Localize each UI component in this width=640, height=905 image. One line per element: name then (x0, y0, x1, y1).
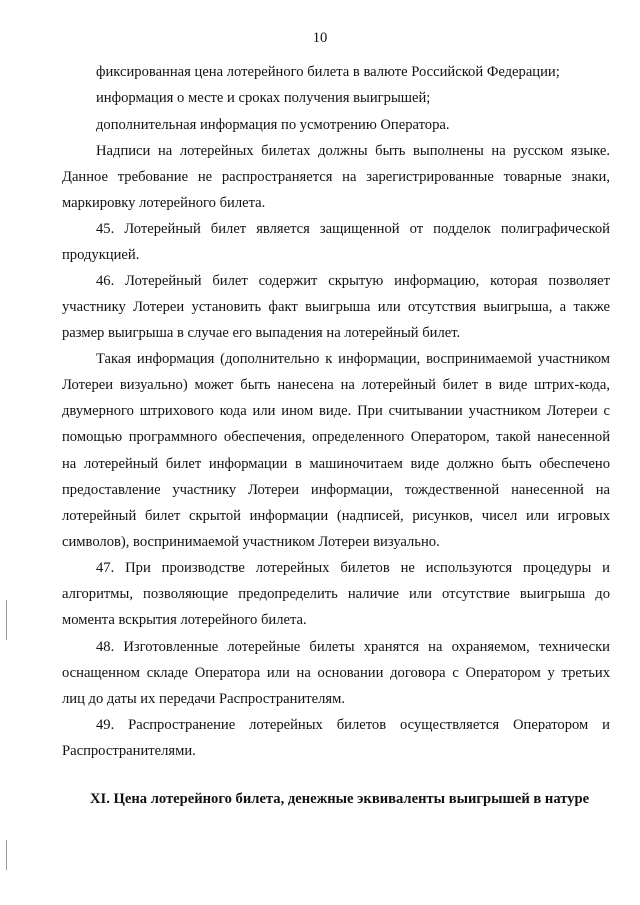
text-line: Лотереи визуально) может быть нанесена на лотерейный билет в виде штрих-кода, (62, 377, 610, 393)
text-line: 48. Изготовленные лотерейные билеты хранятся на охраняемом, технически (96, 639, 610, 655)
text-line: маркировку лотерейного билета. (62, 195, 266, 211)
text-line: дополнительная информация по усмотрению Оператора. (96, 117, 450, 133)
text-line: символов), воспринимаемой участником Лотереи визуально. (62, 534, 440, 550)
text-line: 47. При производстве лотерейных билетов не используются процедуры и (96, 560, 610, 576)
text-line: двумерного штрихового кода или ином виде. При считывании участником Лотереи с (62, 403, 610, 419)
text-line: на лотерейный билет информации в машиночитаем виде должно быть обеспечено (62, 456, 610, 472)
text-line: оснащенном складе Оператора или на основании договора с Оператором у третьих (62, 665, 610, 681)
section-heading: XI. Цена лотерейного билета, денежные эквиваленты выигрышей в натуре (90, 791, 590, 807)
text-line: 45. Лотерейный билет является защищенной от подделок полиграфической (96, 221, 610, 237)
text-line: алгоритмы, позволяющие предопределить наличие или отсутствие выигрыша до (62, 586, 610, 602)
text-line: Такая информация (дополнительно к информации, воспринимаемой участником (96, 351, 610, 367)
text-line: 46. Лотерейный билет содержит скрытую информацию, которая позволяет (96, 273, 610, 289)
page-number: 10 (312, 30, 328, 46)
text-line: фиксированная цена лотерейного билета в валюте Российской Федерации; (96, 64, 560, 80)
text-line: лиц до даты их передачи Распространителям. (62, 691, 346, 707)
text-line: Надписи на лотерейных билетах должны быть выполнены на русском языке. (96, 143, 610, 159)
text-line: Распространителями. (62, 743, 196, 759)
text-line: размер выигрыша в случае его выпадения на лотерейный билет. (62, 325, 461, 341)
text-line: информация о месте и сроках получения выигрышей; (96, 90, 431, 106)
scan-margin-mark (6, 600, 7, 640)
text-line: момента вскрытия лотерейного билета. (62, 612, 307, 628)
text-line: лотерейный билет скрытой информации (надписей, рисунков, чисел или игровых (62, 508, 610, 524)
text-line: продукцией. (62, 247, 140, 263)
text-line: 49. Распространение лотерейных билетов осуществляется Оператором и (96, 717, 610, 733)
text-line: помощью программного обеспечения, определенного Оператором, такой нанесенной (62, 429, 610, 445)
text-line: предоставление участнику Лотереи информации, тождественной нанесенной на (62, 482, 610, 498)
scan-margin-mark (6, 840, 7, 870)
text-line: Данное требование не распространяется на зарегистрированные товарные знаки, (62, 169, 610, 185)
text-line: участнику Лотереи установить факт выигрыша или отсутствия выигрыша, а также (62, 299, 610, 315)
